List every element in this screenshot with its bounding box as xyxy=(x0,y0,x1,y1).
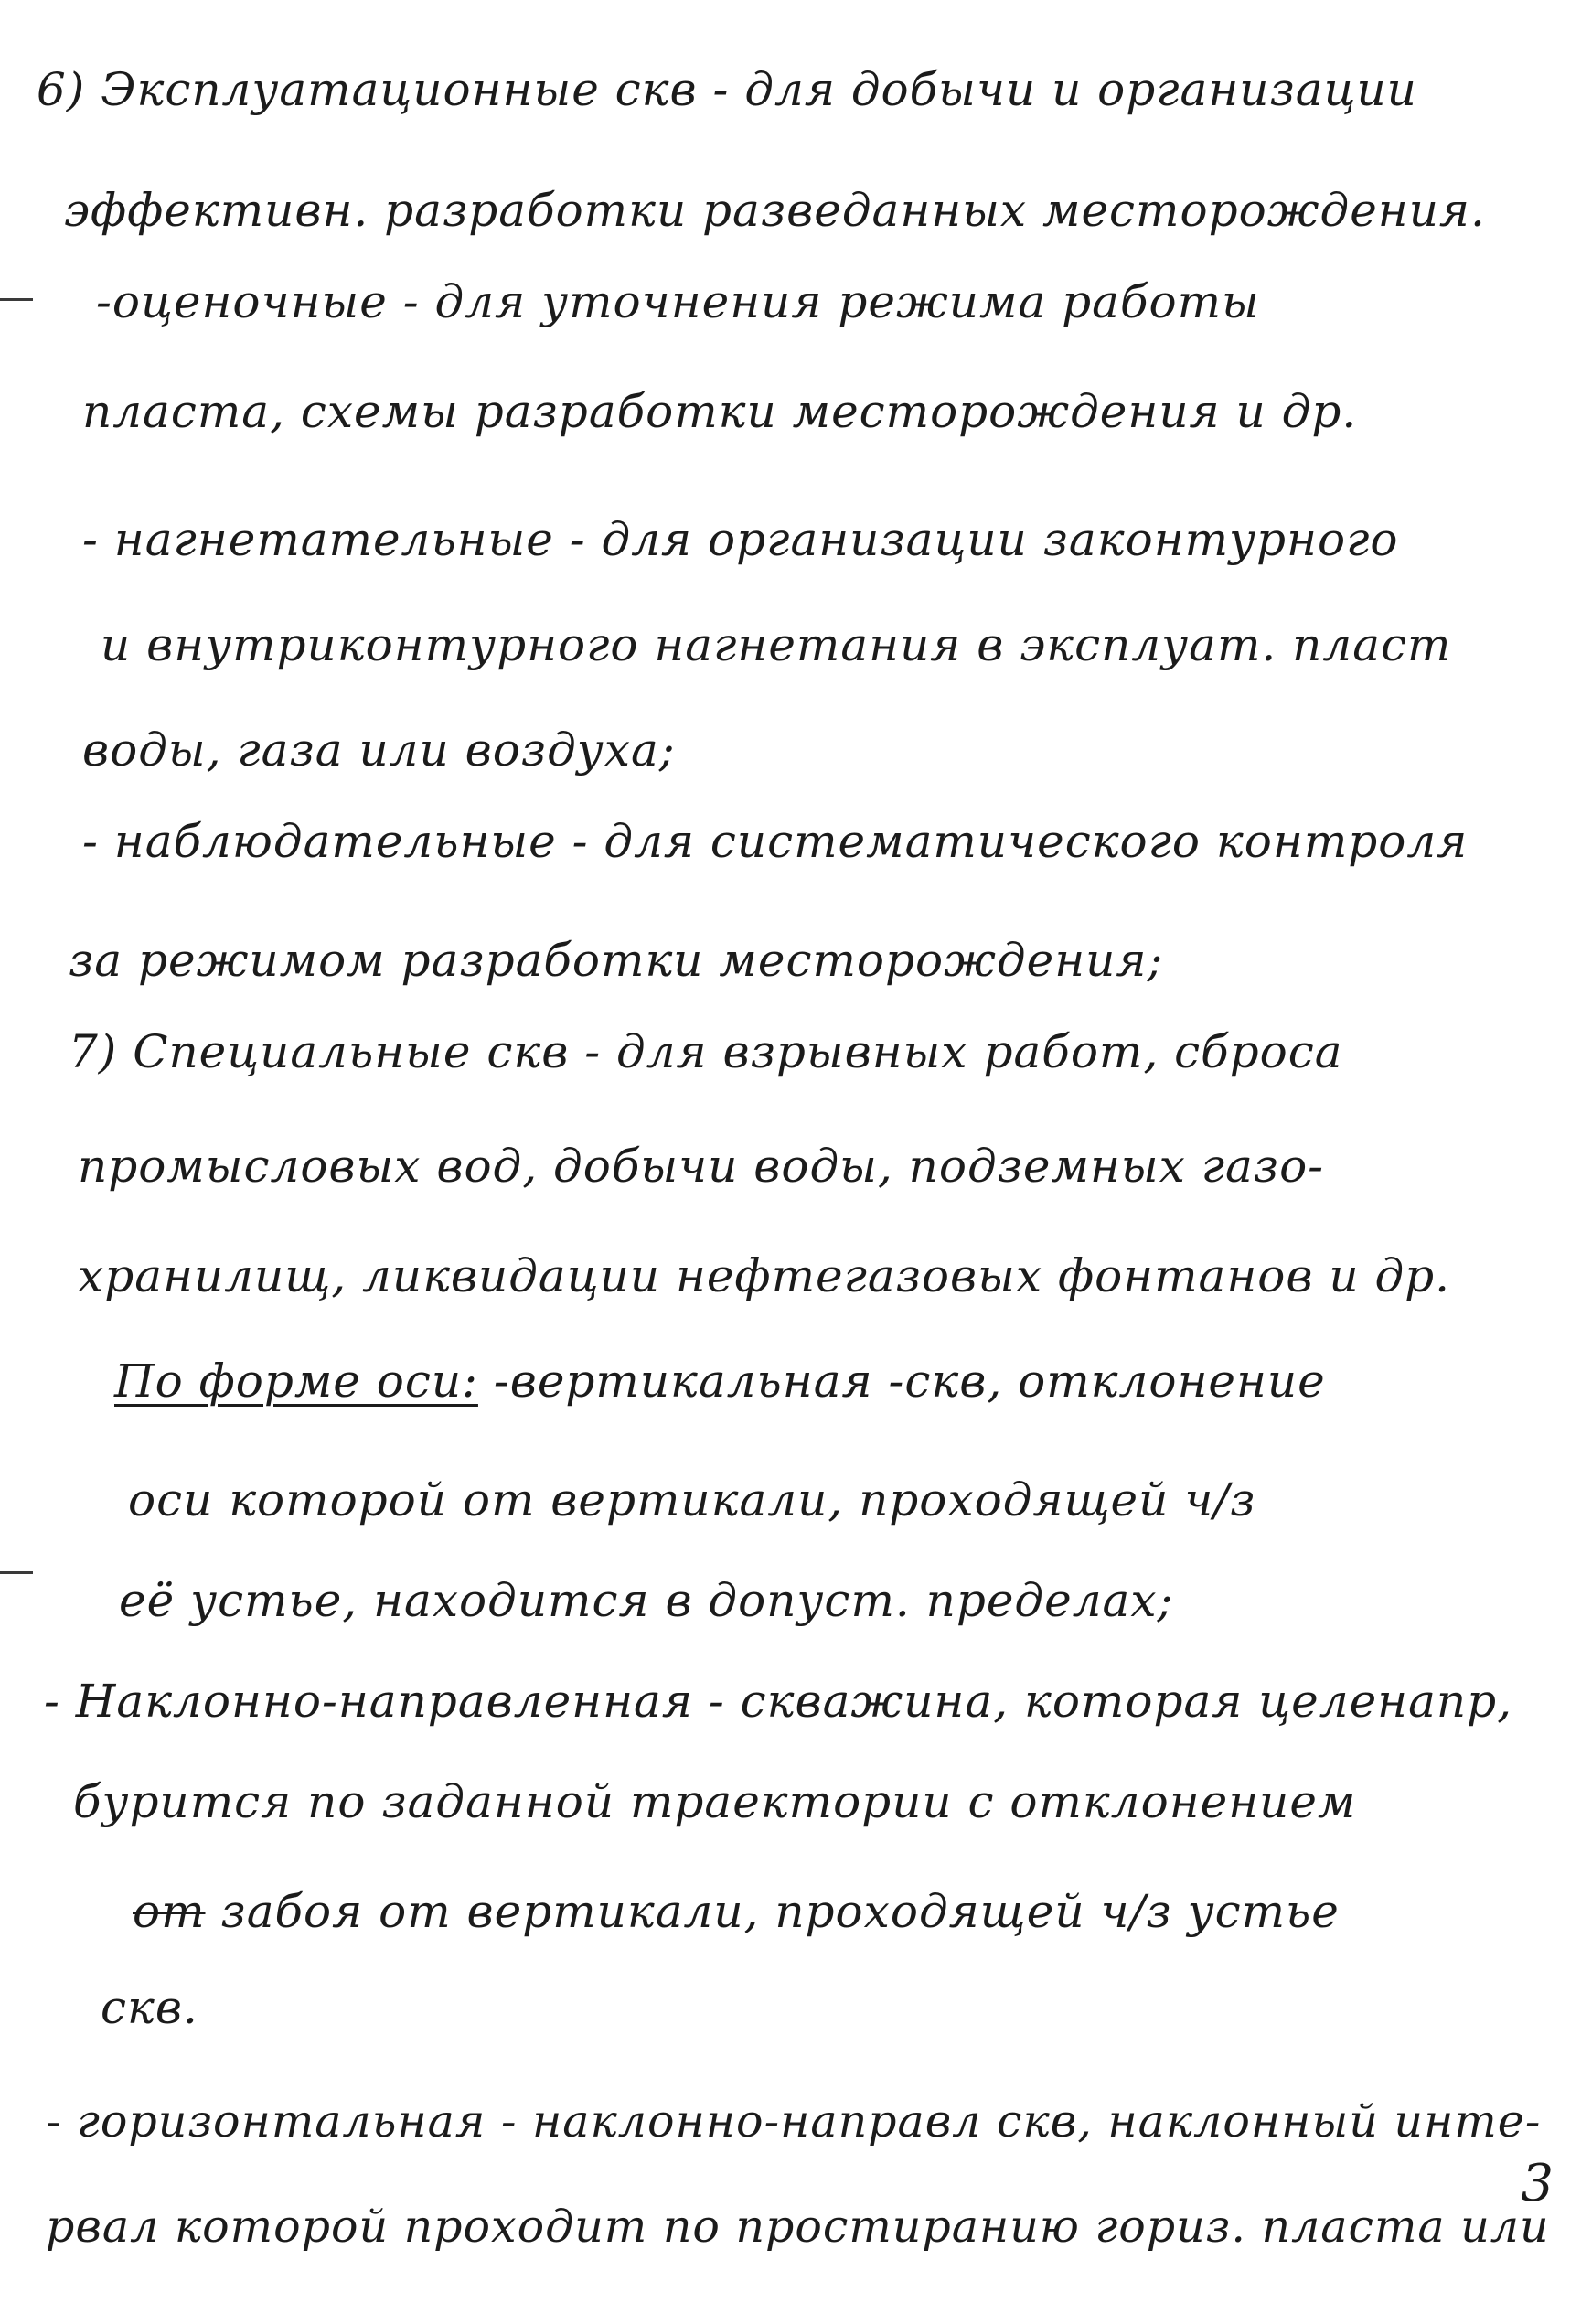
text-line: за режимом разработки месторождения; xyxy=(69,934,1164,987)
margin-tick xyxy=(0,1571,33,1574)
struck-line xyxy=(133,1884,1340,1939)
text-line: хранилищ, ликвидации нефтегазовых фонтанов и др. xyxy=(78,1249,1451,1302)
text-line: 6) Эксплуатационные скв - для добычи и организации xyxy=(37,63,1417,116)
text-line: бурится по заданной траектории с отклонением xyxy=(73,1775,1357,1828)
text-line: забоя от вертикали, проходящей ч/з устье xyxy=(220,1885,1340,1938)
text-line: воды, газа или воздуха; xyxy=(82,723,676,776)
text-line: промысловых вод, добычи воды, подземных газо- xyxy=(78,1140,1325,1193)
strikethrough-word: от xyxy=(133,1885,206,1938)
text-line: -оценочные - для уточнения режима работы xyxy=(96,275,1260,328)
text-line: - нагнетательные - для организации законтурного xyxy=(82,513,1399,566)
text-line: оси которой от вертикали, проходящей ч/з xyxy=(128,1473,1256,1526)
text-line: - наблюдательные - для систематического контроля xyxy=(82,815,1469,868)
text-line: - горизонтальная - наклонно-направл скв, наклонный инте- xyxy=(46,2095,1542,2147)
text-line: - Наклонно-направленная - скважина, которая целенапр, xyxy=(44,1675,1513,1728)
axis-form-line xyxy=(114,1354,1326,1408)
text-line: рвал которой проходит по простиранию гориз. пласта или xyxy=(46,2201,1550,2253)
text-line: и внутриконтурного нагнетания в эксплуат. пласт xyxy=(101,618,1452,671)
page-number: 3 xyxy=(1521,2154,1554,2213)
text-line: 7) Специальные скв - для взрывных работ, сброса xyxy=(69,1025,1343,1078)
text-line: -вертикальная -скв, отклонение xyxy=(493,1355,1326,1408)
axis-form-heading: По форме оси: xyxy=(114,1355,478,1408)
text-line: эффективн. разработки разведанных месторождения. xyxy=(64,184,1486,237)
text-line: её устье, находится в допуст. пределах; xyxy=(119,1574,1174,1627)
margin-tick xyxy=(0,298,33,301)
text-line: пласта, схемы разработки месторождения и др. xyxy=(82,385,1358,438)
text-line: скв. xyxy=(101,1981,198,2034)
